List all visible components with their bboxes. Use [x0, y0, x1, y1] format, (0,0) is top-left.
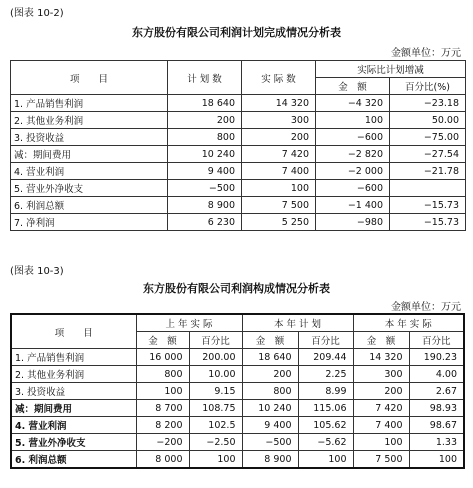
table2-unit: 金额单位：万元	[391, 302, 461, 313]
cell-pl-pct: 8.99	[298, 383, 353, 400]
cell-amount: −2 000	[316, 163, 390, 180]
table-row	[11, 400, 464, 417]
cell-actual: 200	[242, 129, 316, 146]
table-row	[11, 383, 464, 400]
cell-pct: −27.54	[390, 146, 466, 163]
row-label: 7. 净利润	[11, 214, 168, 231]
row-label: 2. 其他业务利润	[11, 366, 136, 383]
cell-ly-amt: 8 200	[136, 417, 189, 434]
cell-ac-amt: 7 420	[353, 400, 409, 417]
row-label: 减：期间费用	[11, 146, 168, 163]
cell-pl-pct: 115.06	[298, 400, 353, 417]
row-label: 减：期间费用	[11, 400, 136, 417]
cell-plan: 800	[168, 129, 242, 146]
cell-pl-amt: 9 400	[242, 417, 298, 434]
cell-pl-pct: 100	[298, 451, 353, 469]
cell-ly-amt: 16 000	[136, 349, 189, 366]
cell-pl-pct: 209.44	[298, 349, 353, 366]
header-pct: 百分比	[409, 332, 464, 349]
header-this-year-plan: 本 年 计 划	[242, 314, 353, 332]
cell-ly-amt: 800	[136, 366, 189, 383]
row-label: 3. 投资收益	[11, 129, 168, 146]
cell-plan: 9 400	[168, 163, 242, 180]
cell-pl-pct: −5.62	[298, 434, 353, 451]
cell-ac-pct: 98.67	[409, 417, 464, 434]
cell-plan: 18 640	[168, 95, 242, 112]
cell-pl-pct: 105.62	[298, 417, 353, 434]
table-row	[11, 146, 466, 163]
table1-unit: 金额单位：万元	[391, 48, 461, 59]
cell-actual: 7 500	[242, 197, 316, 214]
cell-plan: −500	[168, 180, 242, 197]
cell-amount: 100	[316, 112, 390, 129]
cell-actual: 100	[242, 180, 316, 197]
header-amount: 金 额	[316, 78, 390, 95]
table-row	[11, 214, 466, 231]
cell-ly-pct: 108.75	[189, 400, 242, 417]
header-pct: 百分比	[298, 332, 353, 349]
cell-ly-pct: 10.00	[189, 366, 242, 383]
header-pct: 百分比	[189, 332, 242, 349]
row-label: 4. 营业利润	[11, 417, 136, 434]
cell-ac-pct: 4.00	[409, 366, 464, 383]
cell-ac-pct: 98.93	[409, 400, 464, 417]
cell-ly-pct: −2.50	[189, 434, 242, 451]
cell-ac-amt: 14 320	[353, 349, 409, 366]
cell-actual: 14 320	[242, 95, 316, 112]
table-row	[11, 163, 466, 180]
cell-plan: 200	[168, 112, 242, 129]
cell-amount: −2 820	[316, 146, 390, 163]
header-this-year-actual: 本 年 实 际	[353, 314, 464, 332]
cell-actual: 5 250	[242, 214, 316, 231]
cell-ac-pct: 1.33	[409, 434, 464, 451]
cell-ac-amt: 100	[353, 434, 409, 451]
table-row	[11, 434, 464, 451]
header-plan: 计 划 数	[168, 61, 242, 95]
cell-amount: −600	[316, 129, 390, 146]
profit-plan-completion-table	[10, 60, 466, 231]
cell-plan: 6 230	[168, 214, 242, 231]
table2-title: 东方股份有限公司利润构成情况分析表	[143, 282, 330, 295]
cell-pct: 50.00	[390, 112, 466, 129]
cell-pct: −15.73	[390, 197, 466, 214]
cell-ly-pct: 200.00	[189, 349, 242, 366]
profit-structure-table	[10, 313, 465, 469]
cell-amount: −1 400	[316, 197, 390, 214]
cell-amount: −4 320	[316, 95, 390, 112]
cell-ly-pct: 9.15	[189, 383, 242, 400]
row-label: 5. 营业外净收支	[11, 180, 168, 197]
header-amount: 金 额	[353, 332, 409, 349]
header-pct: 百分比(%)	[390, 78, 466, 95]
cell-pl-pct: 2.25	[298, 366, 353, 383]
cell-ly-pct: 100	[189, 451, 242, 469]
cell-pl-amt: 200	[242, 366, 298, 383]
cell-ac-amt: 300	[353, 366, 409, 383]
row-label: 4. 营业利润	[11, 163, 168, 180]
figure-label-10-2: (图表 10-2)	[10, 8, 64, 19]
header-amount: 金 额	[136, 332, 189, 349]
row-label: 2. 其他业务利润	[11, 112, 168, 129]
table-row	[11, 112, 466, 129]
cell-ac-amt: 7 500	[353, 451, 409, 469]
row-label: 3. 投资收益	[11, 383, 136, 400]
cell-pl-amt: 18 640	[242, 349, 298, 366]
cell-plan: 10 240	[168, 146, 242, 163]
cell-ly-amt: −200	[136, 434, 189, 451]
cell-pct	[390, 180, 466, 197]
row-label: 1. 产品销售利润	[11, 349, 136, 366]
cell-ly-amt: 8 000	[136, 451, 189, 469]
cell-actual: 7 400	[242, 163, 316, 180]
cell-pct: −15.73	[390, 214, 466, 231]
cell-actual: 7 420	[242, 146, 316, 163]
table-row	[11, 349, 464, 366]
header-item: 项 目	[11, 61, 168, 95]
cell-pl-amt: 800	[242, 383, 298, 400]
cell-pl-amt: 10 240	[242, 400, 298, 417]
cell-pct: −21.78	[390, 163, 466, 180]
row-label: 6. 利润总额	[11, 197, 168, 214]
cell-ac-pct: 100	[409, 451, 464, 469]
table-row	[11, 95, 466, 112]
table-row	[11, 129, 466, 146]
cell-pl-amt: −500	[242, 434, 298, 451]
header-diff-group: 实际比计划增减	[316, 61, 466, 78]
cell-pct: −75.00	[390, 129, 466, 146]
figure-label-10-3: (图表 10-3)	[10, 266, 64, 277]
header-last-year: 上 年 实 际	[136, 314, 242, 332]
row-label: 5. 营业外净收支	[11, 434, 136, 451]
cell-ac-pct: 190.23	[409, 349, 464, 366]
header-amount: 金 额	[242, 332, 298, 349]
header-item: 项 目	[11, 314, 136, 349]
table-row	[11, 417, 464, 434]
cell-amount: −980	[316, 214, 390, 231]
cell-pct: −23.18	[390, 95, 466, 112]
table-row	[11, 451, 464, 469]
cell-ly-amt: 8 700	[136, 400, 189, 417]
cell-ly-pct: 102.5	[189, 417, 242, 434]
table-row	[11, 197, 466, 214]
cell-plan: 8 900	[168, 197, 242, 214]
row-label: 6. 利润总额	[11, 451, 136, 469]
header-actual: 实 际 数	[242, 61, 316, 95]
table1-title: 东方股份有限公司利润计划完成情况分析表	[132, 26, 341, 39]
cell-ac-pct: 2.67	[409, 383, 464, 400]
table-row	[11, 180, 466, 197]
table-row	[11, 366, 464, 383]
cell-pl-amt: 8 900	[242, 451, 298, 469]
cell-ac-amt: 200	[353, 383, 409, 400]
cell-ly-amt: 100	[136, 383, 189, 400]
row-label: 1. 产品销售利润	[11, 95, 168, 112]
cell-ac-amt: 7 400	[353, 417, 409, 434]
cell-amount: −600	[316, 180, 390, 197]
cell-actual: 300	[242, 112, 316, 129]
